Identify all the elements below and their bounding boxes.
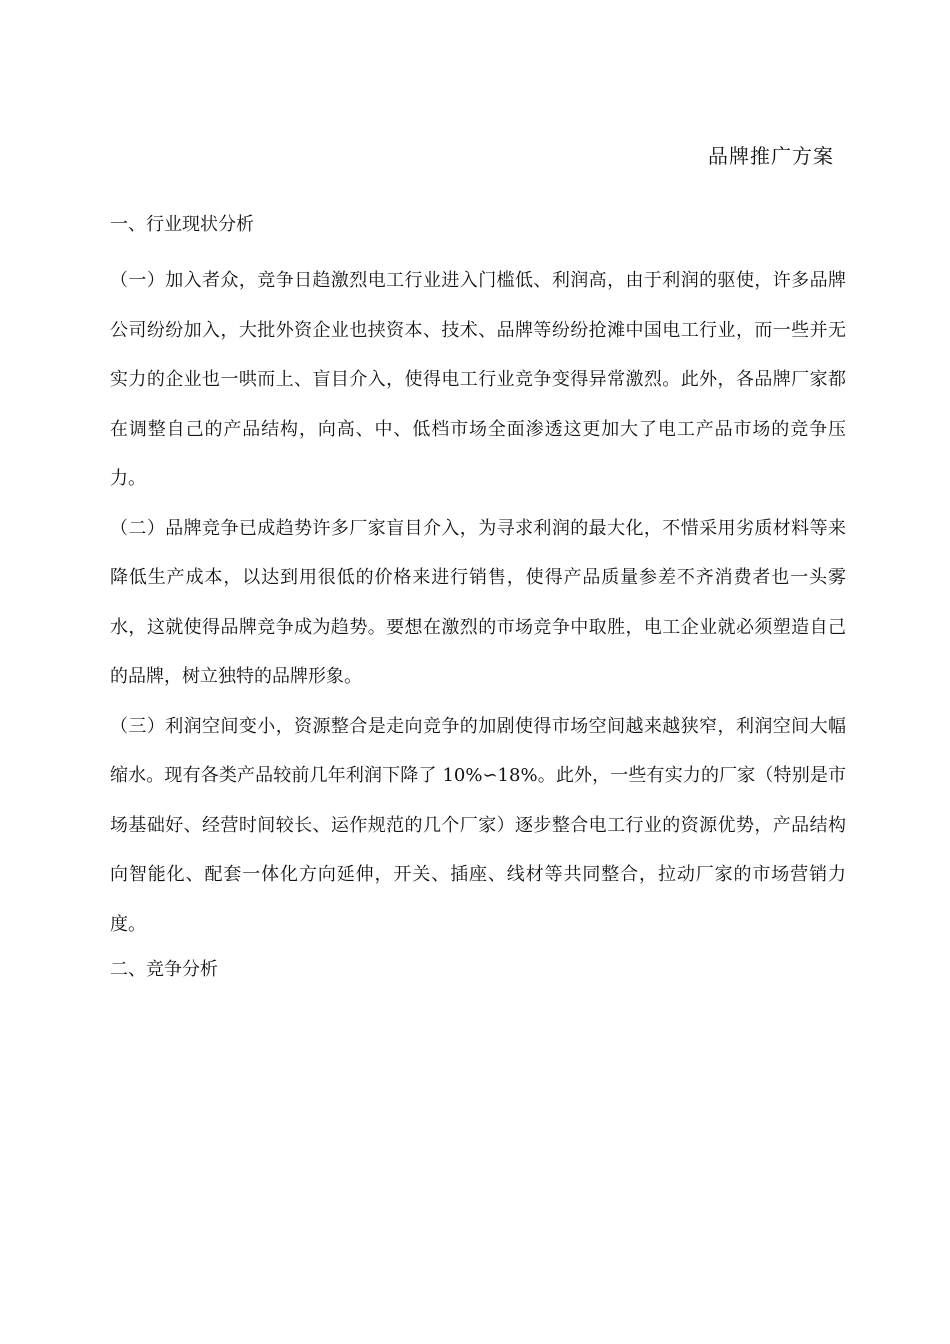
paragraph-profit-space: （三）利润空间变小，资源整合是走向竞争的加剧使得市场空间越来越狭窄，利润空间大幅缩水。现有各类产品较前几年利润下降了 10%∽18%。此外，一些有实力的厂家（特别是市场基础好、经营时间较长、运作规范的几个厂家）逐步整合电工行业的资源优势，产品结构向智能化、配套一体化方向延伸，开关、插座、线材等共同整合，拉动厂家的市场营销力度。: [110, 715, 846, 935]
document-body: [110, 210, 846, 985]
paragraph-competition-intense: （一）加入者众，竞争日趋激烈电工行业进入门槛低、利润高，由于利润的驱使，许多品牌公司纷纷加入，大批外资企业也挟资本、技术、品牌等纷纷抢滩中国电工行业，而一些并无实力的企业也一哄而上、盲目介入，使得电工行业竞争变得异常激烈。此外，各品牌厂家都在调整自己的产品结构，向高、中、低档市场全面渗透这更加大了电工产品市场的竞争压力。: [110, 270, 846, 489]
document-title: 品牌推广方案: [708, 144, 834, 168]
section-heading-industry-status: 一、行业现状分析: [110, 214, 254, 235]
section-heading-competition-analysis: 二、竞争分析: [110, 959, 218, 980]
paragraph-brand-competition: （二）品牌竞争已成趋势许多厂家盲目介入，为寻求利润的最大化，不惜采用劣质材料等来降低生产成本，以达到用很低的价格来进行销售，使得产品质量参差不齐消费者也一头雾水，这就使得品牌竞争成为趋势。要想在激烈的市场竞争中取胜，电工企业就必须塑造自己的品牌，树立独特的品牌形象。: [110, 517, 846, 687]
